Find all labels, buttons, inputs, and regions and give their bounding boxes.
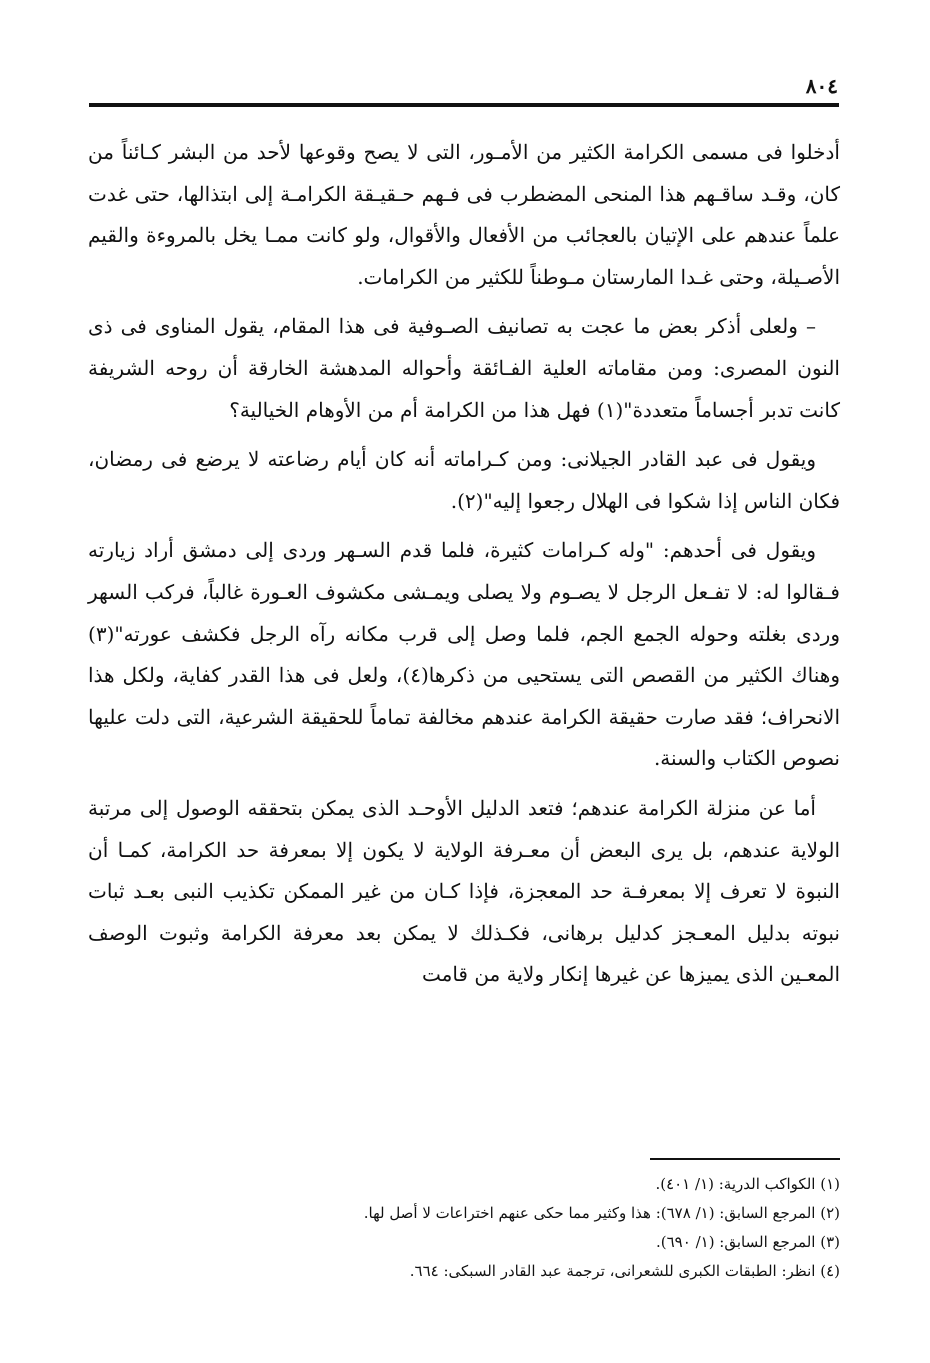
footnote-4: (٤) انظر: الطبقات الكبرى للشعرانى، ترجمة عبد القادر السبكى: ٦٦٤. [409,1262,840,1280]
footnote-3: (٣) المرجع السابق: (١/ ٦٩٠). [656,1233,840,1251]
paragraph-5: أما عن منزلة الكرامة عندهم؛ فتعد الدليل الأوحـد الذى يمكن بتحققه الوصول إلى مرتبة الولاية عندهم، بل يرى البعض أن معـرفة الولاية لا يكون إلا بمعرفة حد الكرامة، كمـا أن النبوة لا تعرف إلا بمعرفـة حد المعجزة، فإذا كـان من غير الممكن تكذيب النبى بعـد ثبات نبوته بدليل المعـجز كدليل برهانى، فكـذلك لا يمكن بعد معرفة الكرامة وثبوت الوصف المعـين الذى يميزها عن غيرها إنكار ولاية من قامت [88,795,841,987]
page-number: ٨٠٤ [805,74,838,98]
body-text [88,132,840,1004]
footnote-1: (١) الكواكب الدرية: (١/ ٤٠١). [655,1175,840,1193]
header-rule [89,103,839,107]
paragraph-2: – ولعلى أذكر بعض ما عجت به تصانيف الصـوفية فى هذا المقام، يقول المناوى فى ذى النون المصرى: ومن مقاماته العلية الفـائقة وأحواله المدهشة الخارقة أن روحه الشريفة كانت تدبر أجساماً متعددة"(١) فهل هذا من الكرامة أم من الأوهام الخيالية؟ [88,314,840,422]
footnotes [140,1170,840,1286]
paragraph-4: ويقول فى أحدهم: "وله كـرامات كثيرة، فلما قدم السـهر وردى إلى دمشق أراد زيارته فـقالوا له: لا تفـعل الرجل لا يصـوم ولا يصلى ويمـشى مكشوف العـورة غالباً، فركب السهر وردى بغلته وحوله الجمع الجم، فلما وصل إلى قرب مكانه رآه الرجل فكشف عورته"(٣) وهناك الكثير من القصص التى يستحيى من ذكرها(٤)، ولعل فى هذا القدر كفاية، ولكل هذا الانحراف؛ فقد صارت حقيقة الكرامة عندهم مخالفة تماماً للحقيقة الشرعية، التى دلت عليها نصوص الكتاب والسنة. [88,538,840,771]
footnote-2: (٢) المرجع السابق: (١/ ٦٧٨): هذا وكثير مما حكى عنهم اختراعات لا أصل لها. [363,1204,840,1222]
paragraph-3: ويقول فى عبد القادر الجيلانى: ومن كـراماته أنه كان أيام رضاعته لا يرضع فى رمضان، فكان الناس إذا شكوا فى الهلال رجعوا إليه"(٢). [88,447,840,513]
footnote-rule [650,1158,840,1160]
paragraph-1: أدخلوا فى مسمى الكرامة الكثير من الأمـور، التى لا يصح وقوعها لأحد من البشر كـائناً من كان، وقـد ساقـهم هذا المنحى المضطرب فى فـهم حـقيـقة الكرامـة إلى ابتذالها، حتى غدت علماً عندهم على الإتيان بالعجائب من الأفعال والأقوال، ولو كانت ممـا يخل بالمروءة والقيم الأصـيلة، وحتى غـدا المارستان مـوطناً للكثير من الكرامات. [88,140,840,289]
